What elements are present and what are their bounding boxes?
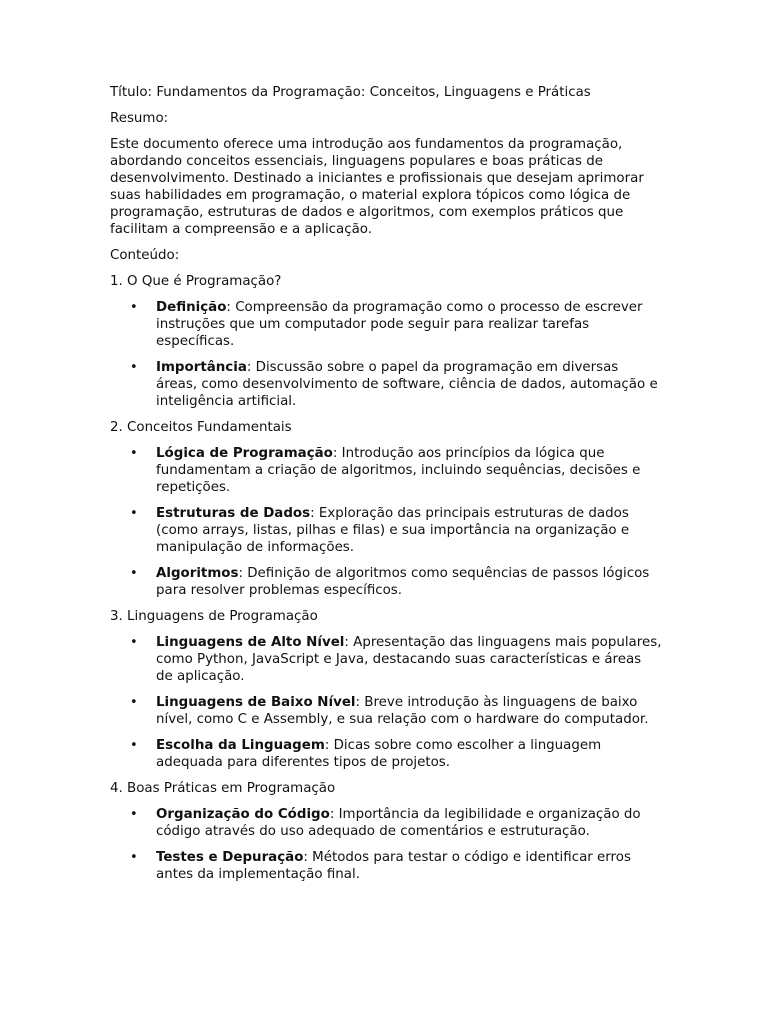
list-item [110,737,662,771]
bullet-icon: • [130,446,138,461]
section-fundamental-concepts [110,419,662,599]
bullet-icon: • [130,807,138,822]
item-term: Definição [156,300,227,315]
summary-label: Resumo: [110,111,169,126]
list-item [110,849,662,883]
list-item [110,634,662,685]
section-heading: 1. O Que é Programação? [110,274,282,289]
bullet-icon: • [130,300,138,315]
bullet-icon: • [130,738,138,753]
document-title: Título: Fundamentos da Programação: Conceitos, Linguagens e Práticas [110,85,591,100]
item-text: : Definição de algoritmos como sequências de passos lógicos para resolver problemas específicos. [156,566,650,598]
item-text: : Discussão sobre o papel da programação em diversas áreas, como desenvolvimento de software, ciência de dados, automação e inteligência artificial. [156,360,658,409]
bullet-icon: • [130,506,138,521]
list-item [110,359,662,410]
section-heading: 2. Conceitos Fundamentais [110,420,292,435]
summary-text: Este documento oferece uma introdução aos fundamentos da programação, abordando conceitos essenciais, linguagens populares e boas práticas de desenvolvimento. Destinado a iniciantes e profissionais que desejam aprimorar suas habilidades em programação, o material explora tópicos como lógica de programação, estruturas de dados e algoritmos, com exemplos práticos que facilitam a compreensão e a aplicação. [110,137,644,237]
item-term: Estruturas de Dados [156,506,311,521]
item-term: Lógica de Programação [156,446,333,461]
bullet-icon: • [130,695,138,710]
bullet-icon: • [130,566,138,581]
section-programming-languages [110,608,662,771]
item-text: : Dicas sobre como escolher a linguagem adequada para diferentes tipos de projetos. [156,738,602,770]
item-text: : Apresentação das linguagens mais populares, como Python, JavaScript e Java, destacando suas características e áreas de aplicação. [156,635,662,684]
item-text: : Breve introdução às linguagens de baixo nível, como C e Assembly, e sua relação com o hardware do computador. [156,695,649,727]
bullet-icon: • [130,635,138,650]
section-heading: 4. Boas Práticas em Programação [110,781,336,796]
item-term: Testes e Depuração [156,850,304,865]
bullet-list [110,634,662,771]
bullet-list [110,445,662,599]
item-term: Escolha da Linguagem [156,738,325,753]
item-text: : Importância da legibilidade e organização do código através do uso adequado de comentários e estruturação. [156,807,641,839]
document-page [110,84,662,892]
list-item [110,299,662,350]
list-item [110,445,662,496]
bullet-list [110,806,662,883]
section-what-is-programming [110,273,662,410]
bullet-icon: • [130,850,138,865]
item-text: : Compreensão da programação como o processo de escrever instruções que um computador pode seguir para realizar tarefas específicas. [156,300,643,349]
section-heading: 3. Linguagens de Programação [110,609,318,624]
content-label: Conteúdo: [110,248,180,263]
section-best-practices [110,780,662,883]
item-term: Importância [156,360,247,375]
item-term: Linguagens de Alto Nível [156,635,345,650]
item-term: Organização do Código [156,807,330,822]
item-text: : Introdução aos princípios da lógica que fundamentam a criação de algoritmos, incluindo sequências, decisões e repetições. [156,446,641,495]
bullet-list [110,299,662,410]
bullet-icon: • [130,360,138,375]
list-item [110,694,662,728]
item-term: Algoritmos [156,566,239,581]
item-term: Linguagens de Baixo Nível [156,695,356,710]
list-item [110,565,662,599]
list-item [110,806,662,840]
item-text: : Métodos para testar o código e identificar erros antes da implementação final. [156,850,631,882]
item-text: : Exploração das principais estruturas de dados (como arrays, listas, pilhas e filas) e sua importância na organização e manipulação de informações. [156,506,630,555]
list-item [110,505,662,556]
